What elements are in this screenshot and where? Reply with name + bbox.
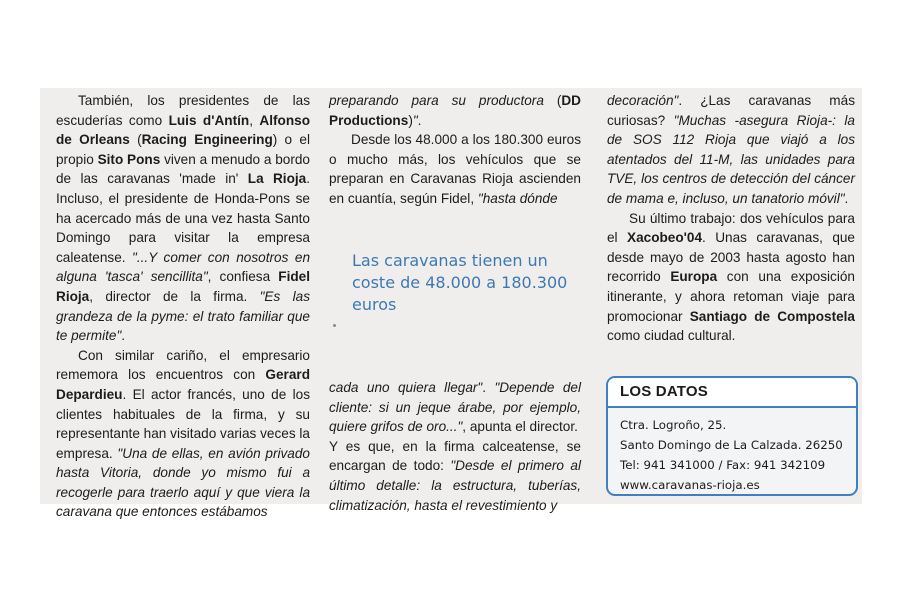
article-column-1: [56, 91, 310, 522]
newspaper-page: [40, 88, 862, 520]
article-column-3: [607, 91, 855, 346]
data-box-title: LOS DATOS: [608, 378, 856, 408]
print-speck: [333, 324, 336, 327]
paragraph: cada uno quiera llegar". "Depende del cliente: si un jeque árabe, por ejemplo, quiere grifos de oro...", apunta el director.: [329, 380, 581, 435]
city-line: Santo Domingo de La Calzada. 26250: [620, 438, 843, 452]
paragraph: También, los presidentes de las escuderías como Luis d'Antín, Alfonso de Orleans (Racing Engineering) o el propio Sito Pons viven a menudo a bordo de las caravanas 'made in' La Rioja. Incluso, el presidente de Honda-Pons se ha acercado más de una vez hasta Santo Domingo para visitar la empresa caleatense. "...Y comer con nosotros en alguna 'tasca' sencillita", confiesa Fidel Rioja, director de la firma. "Es las grandeza de la pyme: el trato familiar que te permite".: [56, 93, 310, 344]
paragraph: decoración". ¿Las caravanas más curiosas? "Muchas -asegura Rioja-: la de SOS 112 Rioja que viajó a los atentados del 11-M, las unidades para TVE, los centros de detección del cáncer de mama e, incluso, un tanatorio móvil".: [607, 93, 855, 206]
paragraph: Desde los 48.000 a los 180.300 euros o mucho más, los vehículos que se preparan en Caravanas Rioja ascienden en cuantía, según Fidel, "hasta dónde: [329, 132, 581, 206]
address-line: Ctra. Logroño, 25.: [620, 418, 727, 432]
article-column-2-continued: [329, 378, 581, 515]
website-link[interactable]: www.caravanas-rioja.es: [620, 478, 760, 492]
paragraph: Su último trabajo: dos vehículos para el Xacobeo'04. Unas caravanas, que desde mayo de 2003 hasta agosto han recorrido Europa con una exposición itinerante, y ahora retoman viaje para promocionar Santiago de Compostela como ciudad cultural.: [607, 210, 855, 344]
paragraph: preparando para su productora (DD Productions)".: [329, 93, 581, 128]
article-column-2: [329, 91, 581, 209]
phone-line: Tel: 941 341000 / Fax: 941 342109: [620, 458, 826, 472]
paragraph: Y es que, en la firma calceatense, se encargan de todo: "Desde el primero al último detalle: la estructura, tuberías, climatización, hasta el revestimiento y: [329, 438, 581, 513]
data-box: [606, 376, 858, 496]
paragraph: Con similar cariño, el empresario rememora los encuentros con Gerard Depardieu. El actor francés, uno de los clientes habituales de la firma, y su representante han visitado varias veces la empresa. "Una de ellas, en avión privado hasta Vitoria, donde yo mismo fui a recogerle para traerlo aquí y que viera la caravana que entonces estábamos: [56, 347, 310, 520]
pull-quote: Las caravanas tienen un coste de 48.000 a 180.300 euros: [352, 251, 568, 314]
data-box-body: [608, 408, 856, 495]
